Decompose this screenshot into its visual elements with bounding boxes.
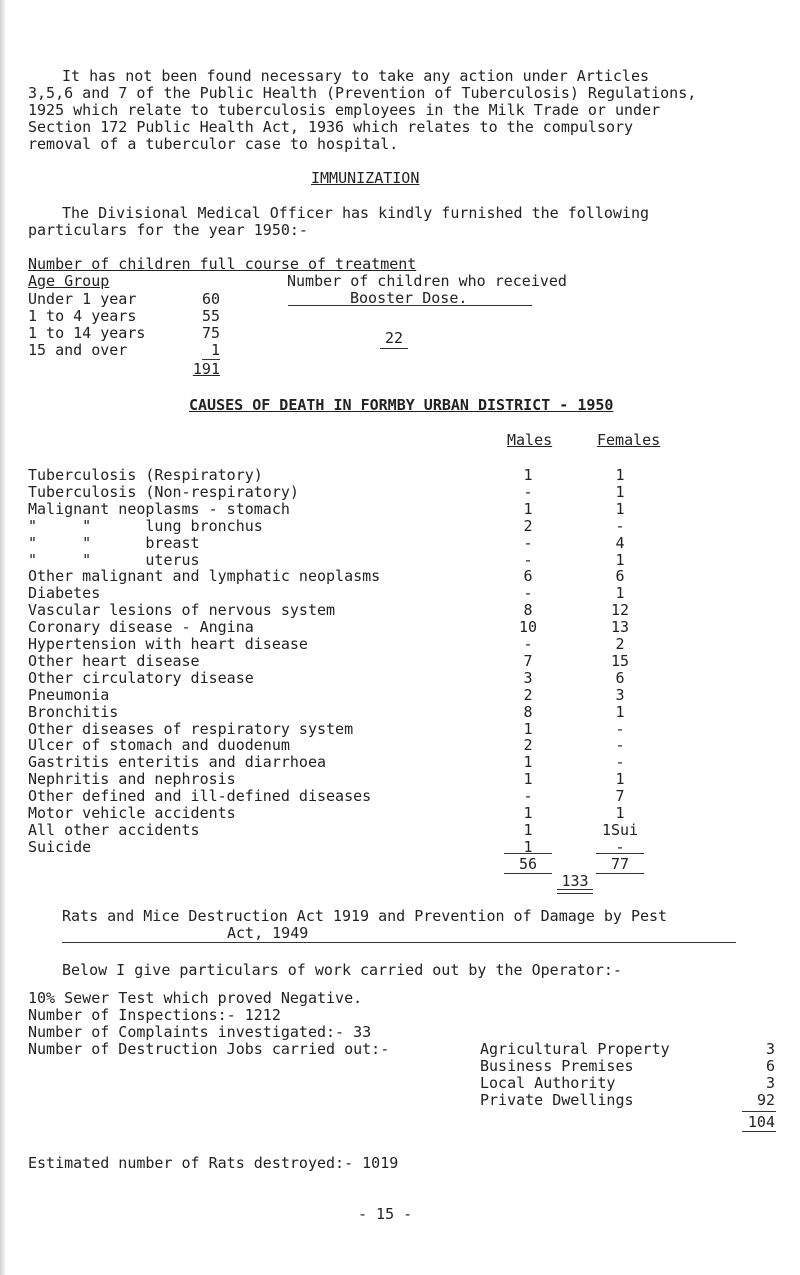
age-group-cell: 15 and over bbox=[28, 341, 128, 359]
females-header: Females bbox=[597, 431, 661, 449]
females-count-cell: 7 bbox=[615, 787, 625, 805]
job-label: Local Authority bbox=[480, 1074, 616, 1092]
booster-header: Number of children who received bbox=[287, 272, 567, 290]
count-total: 191 bbox=[192, 360, 220, 378]
job-value: 92 bbox=[756, 1091, 775, 1109]
females-count-cell: - bbox=[615, 720, 625, 738]
females-count-cell: 1 bbox=[615, 466, 625, 484]
death-cause-cell: Vascular lesions of nervous system bbox=[28, 601, 336, 619]
males-count-cell: 1 bbox=[523, 770, 533, 788]
males-count-cell: 2 bbox=[523, 736, 533, 754]
females-total-rule bbox=[596, 853, 644, 854]
death-cause-cell: Bronchitis bbox=[28, 703, 119, 721]
females-count-cell: 1 bbox=[615, 703, 625, 721]
death-cause-cell: Pneumonia bbox=[28, 686, 110, 704]
booster-header: Booster Dose. bbox=[350, 289, 468, 307]
males-count-cell: 1 bbox=[523, 821, 533, 839]
rats-line: Number of Complaints investigated:- 33 bbox=[28, 1023, 372, 1041]
rats-heading: Rats and Mice Destruction Act 1919 and Prevention of Damage by Pest bbox=[62, 907, 668, 925]
death-cause-cell: Tuberculosis (Respiratory) bbox=[28, 466, 263, 484]
grand-total: 133 bbox=[561, 872, 589, 890]
immunization-subheading: Number of children full course of treatment bbox=[28, 255, 417, 273]
age-group-cell: 1 to 14 years bbox=[28, 324, 146, 342]
intro-line: removal of a tuberculor case to hospital. bbox=[28, 135, 399, 153]
males-total: 56 bbox=[518, 855, 538, 873]
males-count-cell: - bbox=[523, 551, 533, 569]
females-count-cell: 1 bbox=[615, 500, 625, 518]
job-label: Agricultural Property bbox=[480, 1040, 670, 1058]
males-count-cell: 6 bbox=[523, 567, 533, 585]
females-count-cell: 1 bbox=[615, 770, 625, 788]
rats-estimate: Estimated number of Rats destroyed:- 1019 bbox=[28, 1154, 399, 1172]
males-count-cell: 1 bbox=[523, 753, 533, 771]
males-header: Males bbox=[507, 431, 553, 449]
males-count-cell: - bbox=[523, 534, 533, 552]
immunization-para: particulars for the year 1950:- bbox=[28, 221, 308, 239]
males-count-cell: 8 bbox=[523, 703, 533, 721]
death-cause-cell: Other heart disease bbox=[28, 652, 200, 670]
count-cell: 60 bbox=[201, 290, 220, 308]
females-count-cell: 1 bbox=[615, 551, 625, 569]
rats-line: 10% Sewer Test which proved Negative. bbox=[28, 989, 363, 1007]
death-cause-cell: All other accidents bbox=[28, 821, 200, 839]
intro-line: It has not been found necessary to take any action under Articles bbox=[62, 67, 649, 85]
death-cause-cell: Motor vehicle accidents bbox=[28, 804, 236, 822]
jobs-total-underline bbox=[742, 1131, 776, 1132]
males-count-cell: 2 bbox=[523, 517, 533, 535]
death-cause-cell: Other defined and ill-defined diseases bbox=[28, 787, 372, 805]
jobs-total: 104 bbox=[747, 1113, 775, 1131]
rats-heading-rule bbox=[62, 942, 736, 943]
females-count-cell: 4 bbox=[615, 534, 625, 552]
females-count-cell: 1 bbox=[615, 804, 625, 822]
scan-edge bbox=[0, 0, 6, 1275]
death-cause-cell: Malignant neoplasms - stomach bbox=[28, 500, 290, 518]
intro-line: 1925 which relate to tuberculosis employees in the Milk Trade or under bbox=[28, 101, 661, 119]
rats-intro: Below I give particulars of work carried out by the Operator:- bbox=[62, 961, 622, 979]
males-count-cell: - bbox=[523, 584, 533, 602]
death-cause-cell: Diabetes bbox=[28, 584, 101, 602]
booster-total-rule bbox=[380, 348, 408, 349]
grand-total-double-rule bbox=[557, 889, 593, 894]
females-count-cell: 1Sui bbox=[601, 821, 639, 839]
females-count-cell: 2 bbox=[615, 635, 625, 653]
job-label: Private Dwellings bbox=[480, 1091, 634, 1109]
females-count-cell: 6 bbox=[615, 567, 625, 585]
males-count-cell: 1 bbox=[523, 804, 533, 822]
count-cell: 55 bbox=[201, 307, 220, 325]
females-count-cell: 3 bbox=[615, 686, 625, 704]
males-total-rule bbox=[504, 853, 552, 854]
death-cause-cell: Hypertension with heart disease bbox=[28, 635, 308, 653]
death-cause-cell: Other circulatory disease bbox=[28, 669, 254, 687]
age-group-header: Age Group bbox=[28, 272, 110, 290]
females-count-cell: 1 bbox=[615, 483, 625, 501]
booster-total: 22 bbox=[385, 329, 404, 347]
death-cause-cell: " " breast bbox=[28, 534, 200, 552]
jobs-total-rule bbox=[742, 1111, 776, 1112]
death-cause-cell: Other malignant and lymphatic neoplasms bbox=[28, 567, 381, 585]
females-count-cell: - bbox=[615, 753, 625, 771]
page-number: - 15 - bbox=[358, 1205, 413, 1223]
job-value: 3 bbox=[765, 1040, 775, 1058]
intro-line: Section 172 Public Health Act, 1936 which relates to the compulsory bbox=[28, 118, 634, 136]
death-cause-cell: Other diseases of respiratory system bbox=[28, 720, 354, 738]
males-count-cell: 2 bbox=[523, 686, 533, 704]
males-count-cell: - bbox=[523, 635, 533, 653]
males-count-cell: - bbox=[523, 483, 533, 501]
rats-line: Number of Destruction Jobs carried out:- bbox=[28, 1040, 390, 1058]
females-count-cell: 6 bbox=[615, 669, 625, 687]
females-count-cell: 13 bbox=[610, 618, 630, 636]
males-count-cell: 1 bbox=[523, 720, 533, 738]
males-count-cell: 1 bbox=[523, 838, 533, 856]
females-count-cell: 1 bbox=[615, 584, 625, 602]
females-count-cell: 12 bbox=[610, 601, 630, 619]
age-group-cell: 1 to 4 years bbox=[28, 307, 137, 325]
count-cell: 1 bbox=[210, 341, 220, 359]
males-count-cell: 10 bbox=[518, 618, 538, 636]
males-count-cell: 1 bbox=[523, 500, 533, 518]
death-cause-cell: " " lung bronchus bbox=[28, 517, 263, 535]
females-total: 77 bbox=[610, 855, 630, 873]
females-count-cell: 15 bbox=[610, 652, 630, 670]
females-count-cell: - bbox=[615, 736, 625, 754]
death-cause-cell: Ulcer of stomach and duodenum bbox=[28, 736, 290, 754]
females-count-cell: - bbox=[615, 838, 625, 856]
males-count-cell: 7 bbox=[523, 652, 533, 670]
males-count-cell: 1 bbox=[523, 466, 533, 484]
death-cause-cell: " " uterus bbox=[28, 551, 200, 569]
intro-line: 3,5,6 and 7 of the Public Health (Prevention of Tuberculosis) Regulations, bbox=[28, 84, 697, 102]
immunization-para: The Divisional Medical Officer has kindly furnished the following bbox=[62, 204, 649, 222]
females-count-cell: - bbox=[615, 517, 625, 535]
age-group-cell: Under 1 year bbox=[28, 290, 137, 308]
deaths-heading: CAUSES OF DEATH IN FORMBY URBAN DISTRICT - 1950 bbox=[189, 396, 614, 414]
count-cell: 75 bbox=[201, 324, 220, 342]
death-cause-cell: Gastritis enteritis and diarrhoea bbox=[28, 753, 327, 771]
males-total-underline bbox=[504, 873, 552, 874]
job-value: 6 bbox=[765, 1057, 775, 1075]
rats-heading: Act, 1949 bbox=[227, 924, 309, 942]
job-label: Business Premises bbox=[480, 1057, 634, 1075]
males-count-cell: 3 bbox=[523, 669, 533, 687]
males-count-cell: 8 bbox=[523, 601, 533, 619]
death-cause-cell: Nephritis and nephrosis bbox=[28, 770, 236, 788]
job-value: 3 bbox=[765, 1074, 775, 1092]
rats-line: Number of Inspections:- 1212 bbox=[28, 1006, 281, 1024]
booster-header-rule bbox=[288, 305, 532, 306]
immunization-heading: IMMUNIZATION bbox=[311, 169, 420, 187]
death-cause-cell: Coronary disease - Angina bbox=[28, 618, 254, 636]
females-total-underline bbox=[596, 873, 644, 874]
death-cause-cell: Tuberculosis (Non-respiratory) bbox=[28, 483, 299, 501]
males-count-cell: - bbox=[523, 787, 533, 805]
death-cause-cell: Suicide bbox=[28, 838, 92, 856]
